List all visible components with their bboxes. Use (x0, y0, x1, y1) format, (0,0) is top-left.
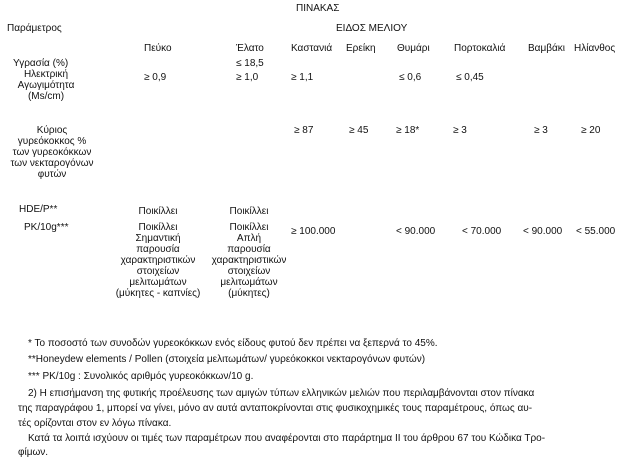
table-cell: < 55.000 (576, 226, 616, 237)
paragraph-line: της παραγράφου 1, μπορεί να γίνει, μόνο αν αυτά ανταποκρίνονται στις φυσικοχημικές τους παραμέτρους, όπως αυ- (18, 403, 533, 414)
row-label-main-pollen: Κύριος γυρεόκοκκος % των γυρεοκόκκων των νεκταρογόνων φυτών (10, 125, 94, 180)
footnote-single-asterisk: * Το ποσοστό των συνοδών γυρεοκόκκων ενός είδους φυτού δεν πρέπει να ξεπερνά το 45%. (28, 338, 438, 349)
column-header: Καστανιά (291, 43, 333, 54)
table-cell: ≥ 45 (349, 125, 369, 136)
table-cell: ≥ 3 (453, 125, 467, 136)
column-header: Ερείκη (346, 43, 376, 54)
row-label-pk: PK/10g*** (24, 222, 69, 233)
table-cell: ≥ 1,1 (291, 72, 314, 83)
table-cell-pk-pine: Ποικίλλει Σημαντική παρουσία χαρακτηριστικών στοιχείων μελιτωμάτων (μύκητες - καπνίες) (115, 222, 201, 299)
table-cell: ≥ 3 (534, 125, 548, 136)
row-label-hdep: HDE/P** (19, 204, 58, 215)
footnote-double-asterisk: **Honeydew elements / Pollen (στοιχεία μελιτωμάτων/ γυρεόκοκκοι νεκταρογόνων φυτών) (28, 354, 426, 365)
paragraph-line: τές ορίζονται στον εν λόγω πίνακα. (18, 418, 172, 429)
table-cell: < 90.000 (523, 226, 563, 237)
table-cell: < 90.000 (396, 226, 436, 237)
table-cell: ≤ 18,5 (236, 58, 264, 69)
table-cell: ≥ 87 (294, 125, 314, 136)
table-cell: ≤ 0,45 (456, 72, 484, 83)
row-label-conductivity: Ηλεκτρική Αγωγιμότητα (Ms/cm) (17, 69, 75, 102)
table-cell: ≥ 18* (396, 125, 420, 136)
footnote-triple-asterisk: *** PK/10g : Συνολικός αριθμός γυρεοκόκκων/10 g. (28, 371, 254, 382)
table-cell-pk-fir: Ποικίλλει Απλή παρουσία χαρακτηριστικών στοιχείων μελιτωμάτων (μύκητες) (211, 222, 287, 299)
table-cell: ≥ 1,0 (236, 72, 259, 83)
column-header: Πεύκο (144, 43, 172, 54)
paragraph-line: 2) Η επισήμανση της φυτικής προέλευσης των αμιγών τύπων ελληνικών μελιών που περιλαμβάνονται στον πίνακα (28, 388, 535, 399)
table-cell: ≥ 100.000 (291, 226, 336, 237)
paragraph-line: φίμων. (18, 447, 49, 458)
paragraph-line: Κατά τα λοιπά ισχύουν οι τιμές των παραμέτρων που αναφέρονται στο παράρτημα ΙΙ του άρθρου 67 του Κώδικα Τρο- (28, 433, 546, 444)
table-cell: ≥ 0,9 (144, 72, 167, 83)
honey-type-header: ΕΙΔΟΣ ΜΕΛΙΟΥ (336, 23, 408, 34)
column-header: Βαμβάκι (528, 43, 565, 54)
table-cell: ≤ 0,6 (399, 72, 422, 83)
table-cell: ≥ 20 (581, 125, 601, 136)
table-cell: Ποικίλλει (138, 206, 178, 217)
column-header: Ηλίανθος (574, 43, 616, 54)
column-header: Πορτοκαλιά (454, 43, 506, 54)
column-header: Θυμάρι (397, 43, 430, 54)
parameter-header: Παράμετρος (7, 23, 62, 34)
table-title: ΠΙΝΑΚΑΣ (296, 3, 340, 14)
table-cell: Ποικίλλει (229, 206, 269, 217)
row-label-moisture: Υγρασία (%) (13, 58, 69, 69)
column-header: Έλατο (236, 43, 264, 54)
table-cell: < 70.000 (462, 226, 502, 237)
